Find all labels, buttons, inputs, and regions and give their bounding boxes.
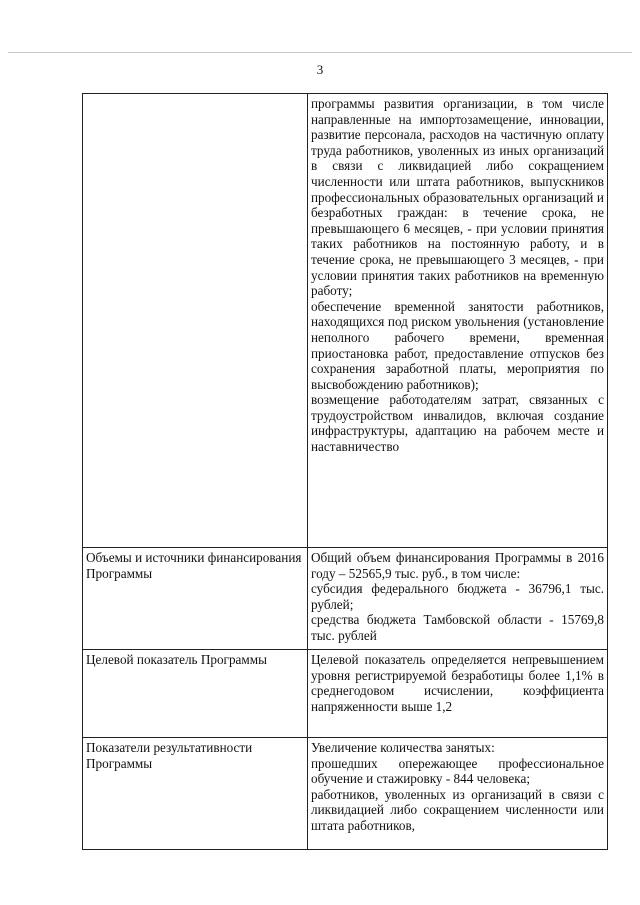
- table-row: [83, 548, 608, 650]
- row-value-cell: [308, 94, 608, 548]
- paragraph: программы развития организации, в том числе направленные на импортозамещение, инновации, развитие персонала, расходов на частичную оплату труда работников, уволенных из иных организаций в связи с ликвидацией либо сокращением численности или штата работников, выпускников профессиональных образовательных организаций и безработных граждан: в течение срока, не превышающего 6 месяцев, - при условии принятия таких работников на постоянную работу, и в течение срока, не превышающего 3 месяцев, - при условии принятия таких работников на временную работу;: [311, 96, 604, 299]
- paragraph: субсидия федерального бюджета - 36796,1 тыс. рублей;: [311, 581, 604, 612]
- row-label-cell: [83, 548, 308, 650]
- paragraph: Увеличение количества занятых:: [311, 740, 495, 755]
- row-label-cell: [83, 650, 308, 738]
- paragraph: Целевой показатель определяется непревышением уровня регистрируемой безработицы более 1,1% в среднегодовом исчислении, коэффициента напряженности выше 1,2: [311, 652, 604, 714]
- table-row: [83, 738, 608, 850]
- paragraph: Общий объем финансирования Программы в 2016 году – 52565,9 тыс. руб., в том числе:: [311, 550, 604, 581]
- table-row: [83, 650, 608, 738]
- row-label: Объемы и источники финансирования Программы: [86, 550, 302, 581]
- row-label: Показатели результативности Программы: [86, 740, 253, 771]
- row-value-cell: [308, 650, 608, 738]
- paragraph: прошедших опережающее профессиональное обучение и стажировку - 844 человека;: [311, 755, 604, 787]
- paragraph: работников, уволенных из организаций в связи с ликвидацией либо сокращением численности или штата работников,: [311, 786, 604, 833]
- page-number: 3: [316, 62, 324, 77]
- row-value-cell: [308, 738, 608, 850]
- program-passport-table: [82, 93, 608, 850]
- paragraph: возмещение работодателям затрат, связанных с трудоустройством инвалидов, включая создание инфраструктуры, адаптацию на рабочем месте и наставничество: [311, 392, 604, 455]
- row-label: Целевой показатель Программы: [86, 652, 267, 667]
- row-label-cell: [83, 94, 308, 548]
- row-value-cell: [308, 548, 608, 650]
- row-label-cell: [83, 738, 308, 850]
- page-top-edge: [8, 52, 632, 53]
- paragraph: обеспечение временной занятости работников, находящихся под риском увольнения (установление неполного рабочего времени, временная приостановка работ, предоставление отпусков без сохранения заработной платы, мероприятия по высвобождению работников);: [311, 298, 604, 392]
- table-row: [83, 94, 608, 548]
- paragraph: средства бюджета Тамбовской области - 15769,8 тыс. рублей: [311, 612, 604, 643]
